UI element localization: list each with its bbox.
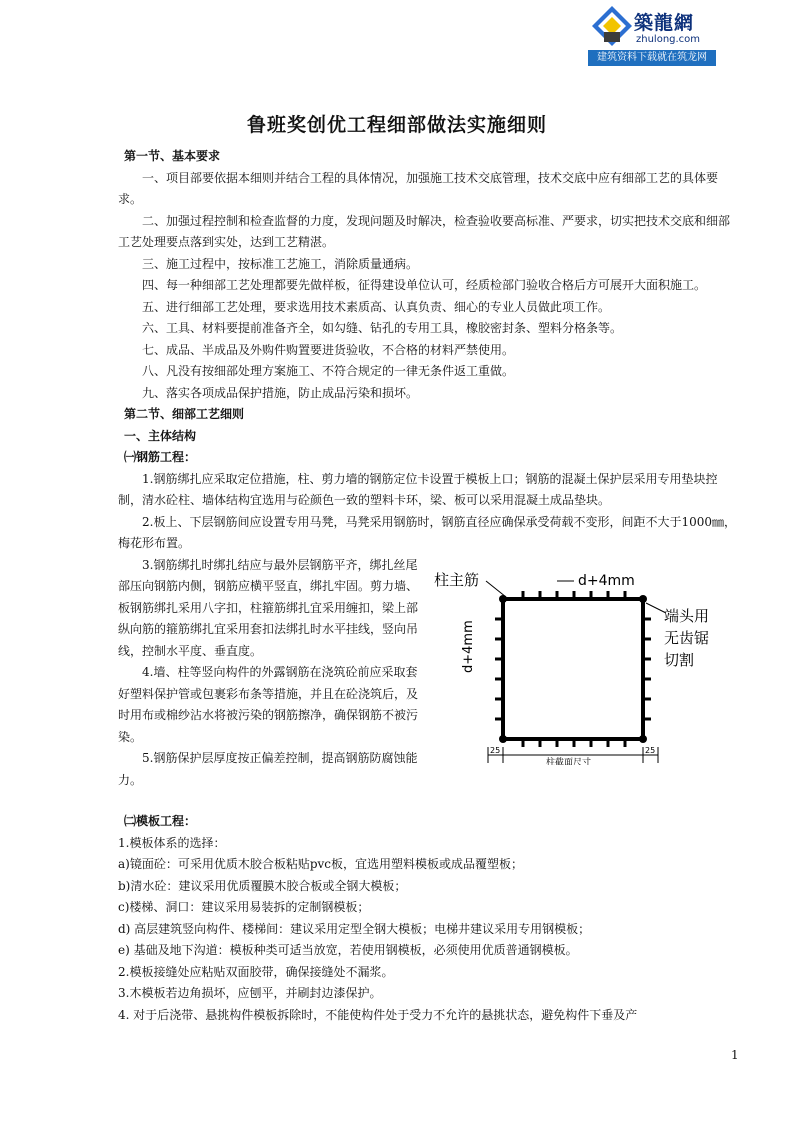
list-item: 1.模板体系的选择： xyxy=(118,835,226,850)
list-item: e) 基础及地下沟道：模板种类可适当放宽，若使用钢模板，必须使用优质普通钢模板。 xyxy=(118,943,578,957)
paragraph: 4.墙、柱等竖向构件的外露钢筋在浇筑砼前应采取套好塑料保护管或包裹彩布条等措施，并且在砼浇筑后，及时用布或棉纱沾水将被污染的钢筋擦净，确保钢筋不被污染。 xyxy=(118,665,419,744)
paragraph: 七、成品、半成品及外购件购置要进货验收，不合格的材料严禁使用。 xyxy=(142,342,515,357)
section-heading: 第二节、细部工艺细则 xyxy=(124,407,245,421)
paragraph: 二、加强过程控制和检查监督的力度，发现问题及时解决，检查验收要高标准、严要求，切实把技术交底和细部工艺处理要点落到实处，达到工艺精湛。 xyxy=(118,213,731,249)
dim-right: 25 xyxy=(645,745,656,755)
zhulong-logo xyxy=(588,4,716,68)
paragraph: 四、每一种细部工艺处理都要先做样板，征得建设单位认可，经质检部门验收合格后方可展开大面积施工。 xyxy=(142,278,707,292)
list-item: 2.模板接缝处应粘贴双面胶带，确保接缝处不漏浆。 xyxy=(118,964,394,979)
list-item: 4. 对于后浇带、悬挑构件模板拆除时，不能使构件处于受力不允许的悬挑状态，避免构件下垂及产 xyxy=(118,1007,638,1022)
list-item: 3.木模板若边角损坏，应刨平，并刷封边漆保护。 xyxy=(118,986,382,1000)
document-body xyxy=(118,146,738,1026)
rebar-diagram xyxy=(428,563,768,765)
document-title: 鲁班奖创优工程细部做法实施细则 xyxy=(246,114,547,136)
subsection-heading: 一、主体结构 xyxy=(124,428,197,443)
logo-url: zhulong.com xyxy=(636,34,701,45)
list-item: d) 高层建筑竖向构件、楼梯间：建议采用定型全钢大模板；电梯井建议采用专用钢模板； xyxy=(118,921,591,936)
logo-banner: 建筑资料下载就在筑龙网 xyxy=(588,50,716,66)
paragraph: 八、凡没有按细部处理方案施工、不符合规定的一律无条件返工重做。 xyxy=(142,364,515,378)
paragraph: 五、进行细部工艺处理，要求选用技术素质高、认真负责、细心的专业人员做此项工作。 xyxy=(142,299,611,314)
logo-icon xyxy=(590,4,634,48)
rebar-heading: ㈠钢筋工程： xyxy=(124,450,197,464)
label-spacing-left: d+4mm xyxy=(461,619,476,673)
section-heading: 第一节、基本要求 xyxy=(124,149,221,163)
paragraph: 3.钢筋绑扎时绑扎结应与最外层钢筋平齐，绑扎丝尾部压向钢筋内侧，钢筋应横平竖直，绑扎牢固。剪力墙、板钢筋绑扎采用八字扣，柱箍筋绑扎宜采用缠扣，梁上部纵向筋的箍筋绑扎宜采用套扣法绑扎时水平挂线，竖向吊线，控制水平度、垂直度。 xyxy=(118,557,419,658)
label-end-line1: 端头用 xyxy=(664,606,710,625)
label-spacing-top: d+4mm xyxy=(578,572,635,589)
rebar-diagram-svg xyxy=(428,563,768,765)
dim-left: 25 xyxy=(490,745,501,755)
formwork-heading: ㈡模板工程： xyxy=(124,814,197,828)
paragraph: 九、落实各项成品保护措施，防止成品污染和损坏。 xyxy=(142,385,419,400)
paragraph: 2.板上、下层钢筋间应设置专用马凳，马凳采用钢筋时，钢筋直径应确保承受荷载不变形，间距不大于1000㎜，梅花形布置。 xyxy=(118,514,736,550)
label-end-line2: 无齿锯 xyxy=(664,628,710,647)
list-item: b)清水砼：建议采用优质覆膜木胶合板或全钢大模板； xyxy=(118,878,407,893)
label-column-bar: 柱主筋 xyxy=(434,570,480,589)
paragraph: 5.钢筋保护层厚度按正偏差控制，提高钢筋防腐蚀能力。 xyxy=(118,751,418,787)
list-item: a)镜面砼：可采用优质木胶合板粘贴pvc板，宜选用塑料模板或成品覆塑板； xyxy=(118,857,524,871)
page-number: 1 xyxy=(731,1048,739,1062)
logo-name: 築龍網 xyxy=(634,12,695,34)
paragraph: 六、工具、材料要提前准备齐全，如勾缝、钻孔的专用工具，橡胶密封条、塑料分格条等。 xyxy=(142,321,623,335)
list-item: c)楼梯、洞口：建议采用易装拆的定制钢模板； xyxy=(118,900,370,914)
paragraph: 三、施工过程中，按标准工艺施工，消除质量通病。 xyxy=(142,256,419,271)
label-end-line3: 切割 xyxy=(664,650,695,669)
paragraph: 1.钢筋绑扎应采取定位措施，柱、剪力墙的钢筋定位卡设置于模板上口；钢筋的混凝土保护层采用专用垫块控制，清水砼柱、墙体结构宜选用与砼颜色一致的塑料卡环，梁、板可以采用混凝土成品垫块。 xyxy=(118,471,718,507)
dim-center: 柱截面尺寸 xyxy=(546,757,592,765)
paragraph: 一、项目部要依据本细则并结合工程的具体情况，加强施工技术交底管理，技术交底中应有细部工艺的具体要求。 xyxy=(118,170,719,206)
